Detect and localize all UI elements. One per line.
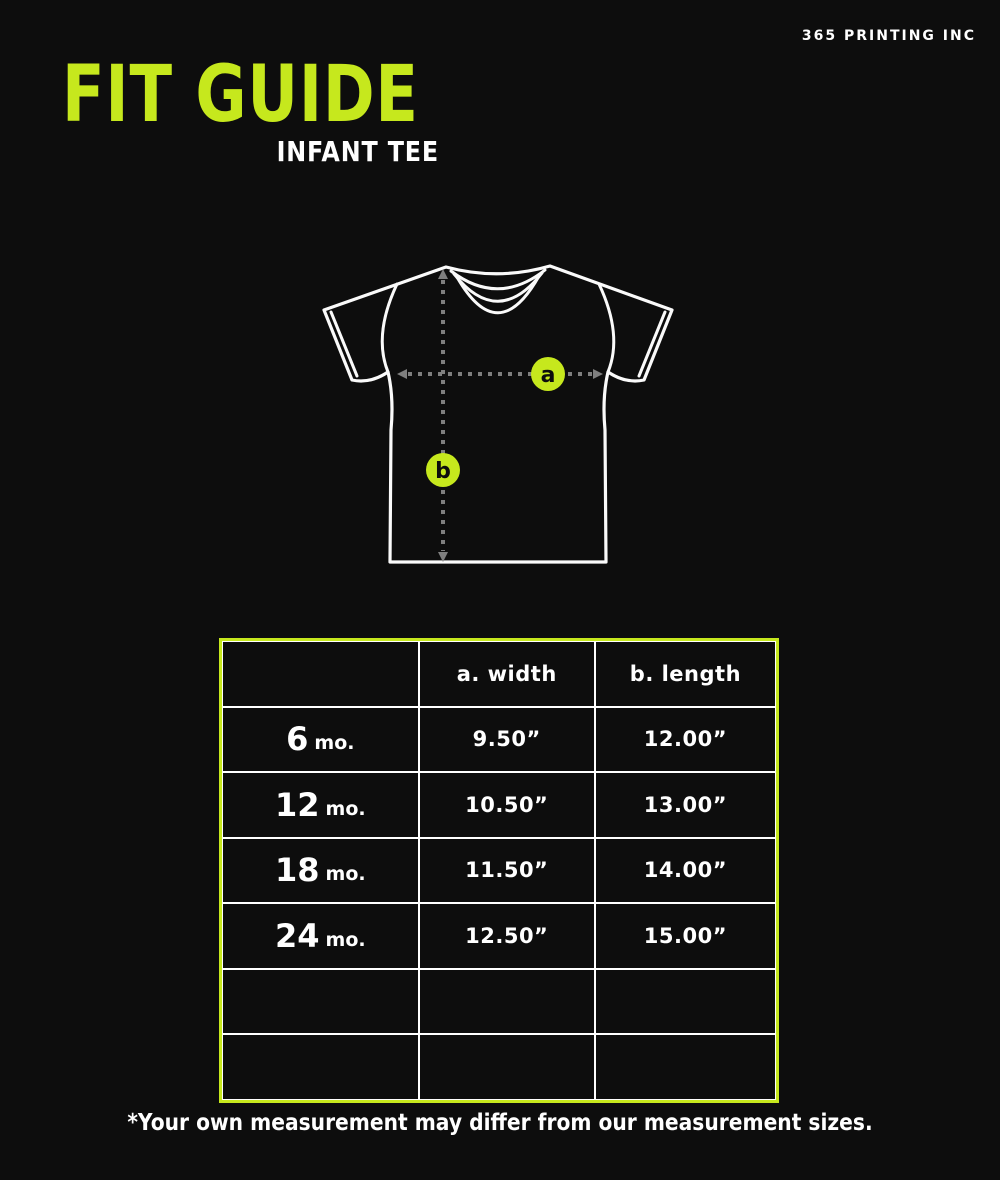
size-number: 24 [275, 917, 320, 956]
header-size-cell [222, 641, 419, 707]
label-b-badge [426, 453, 460, 487]
brand-name: 365 PRINTING INC [801, 28, 976, 44]
title-block [62, 50, 439, 168]
empty-cell [419, 969, 595, 1035]
size-label-cell [222, 772, 419, 838]
length-value-cell: 13.00” [595, 772, 776, 838]
armhole-seams [382, 284, 614, 372]
width-value-cell: 11.50” [419, 838, 595, 904]
size-unit: mo. [325, 863, 366, 886]
size-number: 6 [286, 720, 309, 759]
length-value-cell: 14.00” [595, 838, 776, 904]
page-subtitle: INFANT TEE [276, 135, 439, 168]
empty-cell [419, 1034, 595, 1100]
tshirt-diagram-svg [300, 240, 700, 585]
empty-cell [222, 969, 419, 1035]
empty-cell [222, 1034, 419, 1100]
header-length-cell: b. length [595, 641, 776, 707]
size-unit: mo. [325, 797, 366, 820]
size-unit: mo. [325, 929, 366, 952]
width-measure-line [397, 369, 603, 379]
collar-ribbing-lines [451, 270, 545, 313]
length-value-cell: 12.00” [595, 707, 776, 773]
tshirt-measurement-diagram [300, 240, 700, 585]
label-a-badge [531, 357, 565, 391]
tshirt-outline [324, 266, 672, 562]
empty-cell [595, 969, 776, 1035]
width-value-cell: 10.50” [419, 772, 595, 838]
length-measure-line [438, 269, 448, 562]
size-label-cell [222, 838, 419, 904]
arrow-left-icon [397, 369, 407, 379]
label-a-text: a [540, 363, 556, 388]
size-unit: mo. [314, 732, 355, 755]
measurement-disclaimer: *Your own measurement may differ from our measurement sizes. [127, 1110, 873, 1136]
length-value-cell: 15.00” [595, 903, 776, 969]
width-value-cell: 9.50” [419, 707, 595, 773]
size-number: 12 [275, 785, 320, 824]
label-b-text: b [435, 459, 451, 484]
width-value-cell: 12.50” [419, 903, 595, 969]
size-label-cell [222, 707, 419, 773]
arrow-right-icon [593, 369, 603, 379]
page-title: FIT GUIDE [62, 50, 419, 140]
size-number: 18 [275, 851, 320, 890]
size-table [219, 638, 779, 1103]
header-width-cell: a. width [419, 641, 595, 707]
empty-cell [595, 1034, 776, 1100]
size-label-cell [222, 903, 419, 969]
